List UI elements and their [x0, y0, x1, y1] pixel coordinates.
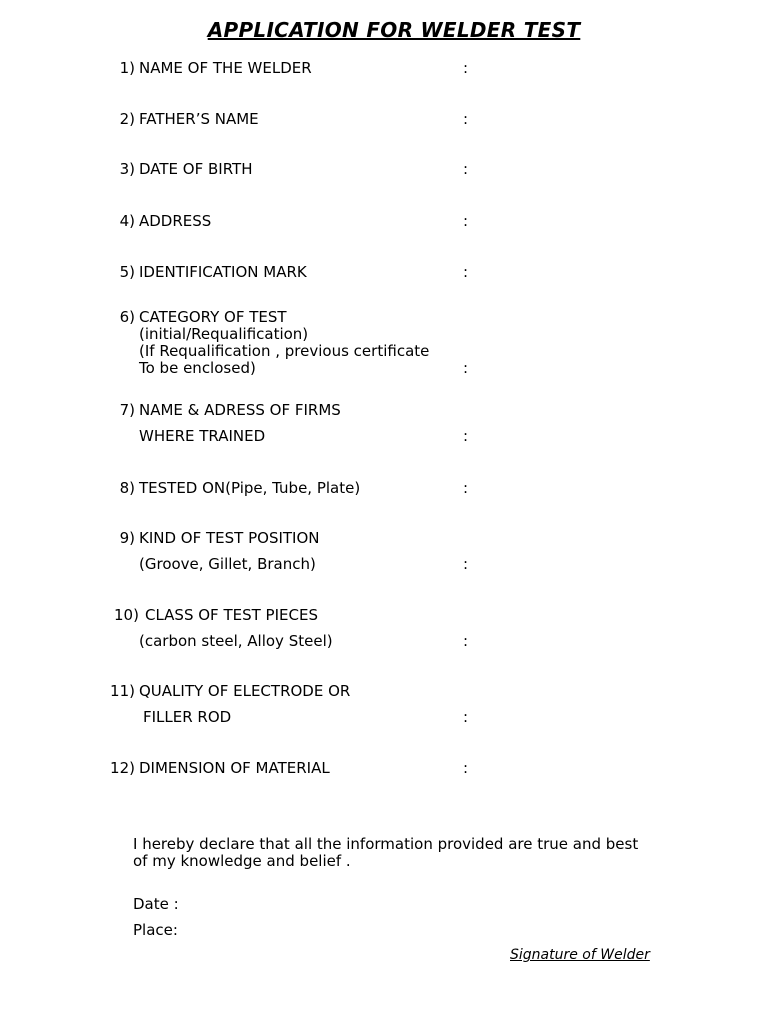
item-6-label: CATEGORY OF TEST: [139, 308, 287, 326]
item-11-label: QUALITY OF ELECTRODE OR: [139, 682, 351, 700]
item-8-number: 8): [119, 479, 135, 497]
item-12-colon: :: [463, 759, 469, 777]
item-6-number: 6): [119, 308, 135, 326]
item-6-hint-2: (If Requalification , previous certificate: [139, 342, 430, 360]
item-4-number: 4): [119, 212, 135, 230]
item-10-hint: (carbon steel, Alloy Steel): [139, 632, 333, 650]
item-5-number: 5): [119, 263, 135, 281]
item-5-colon: :: [463, 263, 469, 281]
item-6-hint-3: To be enclosed): [139, 359, 256, 377]
item-2-number: 2): [119, 110, 135, 128]
item-7-number: 7): [119, 401, 135, 419]
item-1-label: NAME OF THE WELDER: [139, 59, 312, 77]
item-11-colon: :: [463, 708, 469, 726]
declaration-line-1: I hereby declare that all the information provided are true and best: [133, 835, 639, 853]
item-11-number: 11): [110, 682, 135, 700]
item-4-label: ADDRESS: [139, 212, 212, 230]
item-10-colon: :: [463, 632, 469, 650]
item-11-label-2: FILLER ROD: [143, 708, 232, 726]
item-3-label: DATE OF BIRTH: [139, 160, 253, 178]
item-7-label-2: WHERE TRAINED: [139, 427, 266, 445]
item-9-number: 9): [119, 529, 135, 547]
item-10-number: 10): [114, 606, 139, 624]
item-4-colon: :: [463, 212, 469, 230]
item-9-hint: (Groove, Gillet, Branch): [139, 555, 316, 573]
item-3-number: 3): [119, 160, 135, 178]
signature-label: Signature of Welder: [510, 947, 650, 963]
item-3-colon: :: [463, 160, 469, 178]
item-1-colon: :: [463, 59, 469, 77]
item-12-label: DIMENSION OF MATERIAL: [139, 759, 330, 777]
item-2-label: FATHER’S NAME: [139, 110, 259, 128]
declaration-line-2: of my knowledge and belief .: [133, 852, 351, 870]
date-label: Date :: [133, 895, 179, 913]
page-title: APPLICATION FOR WELDER TEST: [207, 18, 581, 42]
item-6-hint-1: (initial/Requalification): [139, 325, 309, 343]
item-7-label: NAME & ADRESS OF FIRMS: [139, 401, 341, 419]
item-5-label: IDENTIFICATION MARK: [139, 263, 307, 281]
item-8-label: TESTED ON(Pipe, Tube, Plate): [139, 479, 361, 497]
item-9-label: KIND OF TEST POSITION: [139, 529, 320, 547]
item-8-colon: :: [463, 479, 469, 497]
item-9-colon: :: [463, 555, 469, 573]
item-12-number: 12): [110, 759, 135, 777]
item-7-colon: :: [463, 427, 469, 445]
item-10-label: CLASS OF TEST PIECES: [145, 606, 318, 624]
item-6-colon: :: [463, 359, 469, 377]
item-1-number: 1): [119, 59, 135, 77]
place-label: Place:: [133, 921, 178, 939]
item-2-colon: :: [463, 110, 469, 128]
